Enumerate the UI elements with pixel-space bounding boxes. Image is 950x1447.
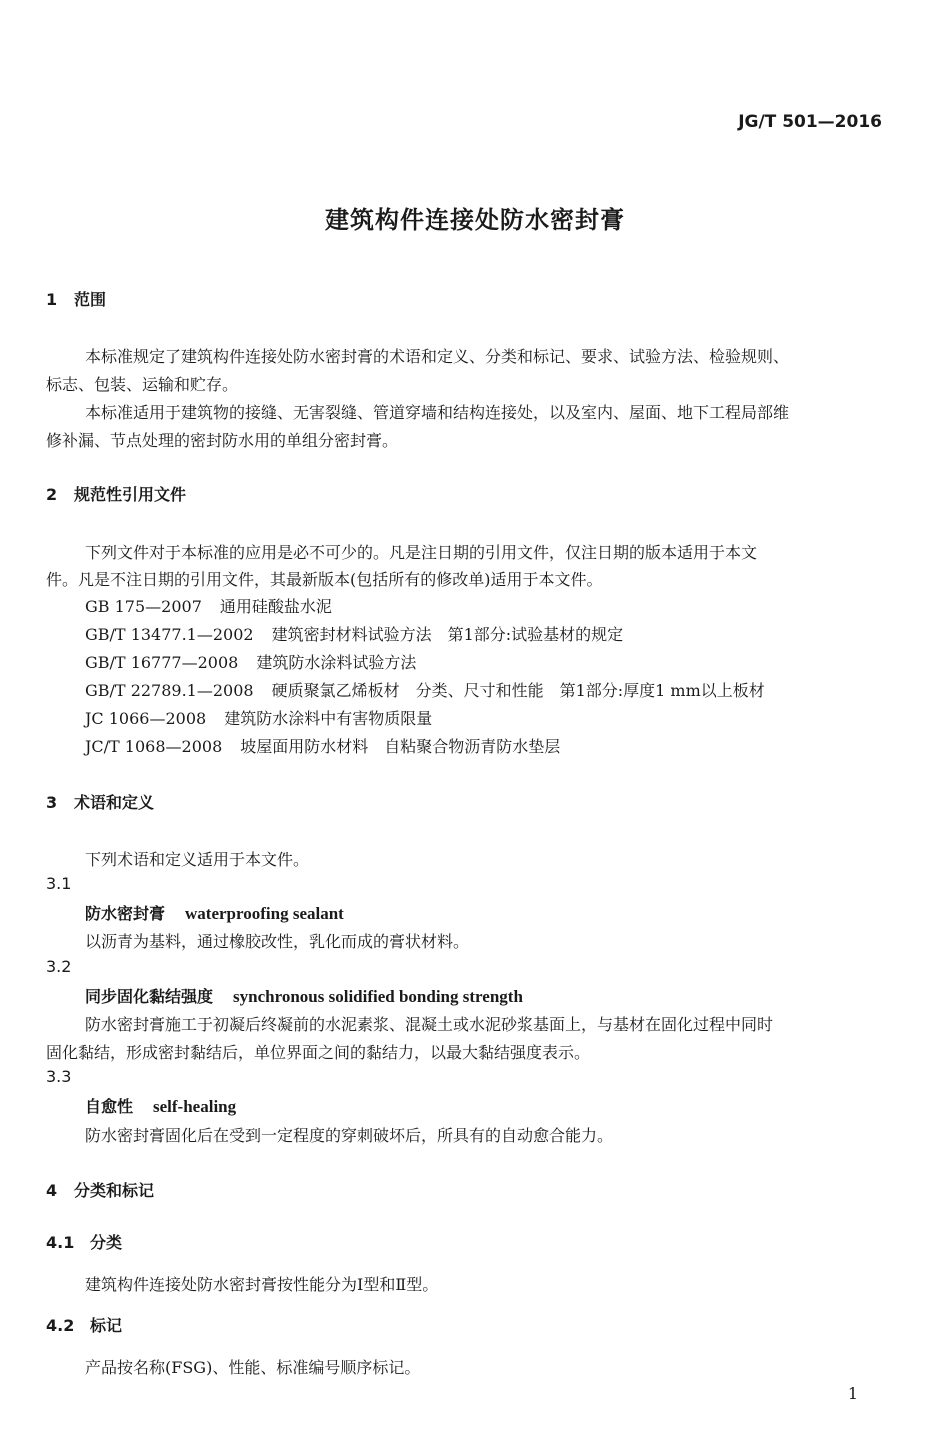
reference-item	[85, 734, 560, 757]
paragraph-line: 本标准适用于建筑物的接缝、无害裂缝、管道穿墙和结构连接处，以及室内、屋面、地下工程局部维	[85, 403, 790, 422]
term-number: 3.3	[46, 1067, 72, 1086]
term-definition: 固化黏结，形成密封黏结后，单位界面之间的黏结力，以最大黏结强度表示。	[46, 1043, 591, 1062]
section-title: 术语和定义	[74, 793, 155, 812]
subsection-title: 分类	[90, 1233, 123, 1252]
section-number: 1	[46, 290, 58, 309]
term-number: 3.1	[46, 874, 72, 893]
section-title: 分类和标记	[74, 1181, 155, 1200]
term-zh: 自愈性	[85, 1097, 134, 1116]
reference-code: JC/T 1068—2008	[85, 737, 223, 756]
reference-code: GB 175—2007	[85, 597, 202, 616]
reference-item	[85, 594, 332, 617]
paragraph-line: 下列文件对于本标准的应用是必不可少的。凡是注日期的引用文件，仅注日期的版本适用于本文	[85, 543, 758, 562]
reference-name: 建筑密封材料试验方法 第1部分:试验基材的规定	[271, 625, 624, 644]
section-title: 规范性引用文件	[74, 485, 187, 504]
reference-code: GB/T 22789.1—2008	[85, 681, 254, 700]
paragraph-line: 件。凡是不注日期的引用文件，其最新版本(包括所有的修改单)适用于本文件。	[46, 570, 603, 589]
reference-code: GB/T 16777—2008	[85, 653, 239, 672]
term-definition: 以沥青为基料，通过橡胶改性，乳化而成的膏状材料。	[85, 932, 470, 951]
term-entry	[85, 1094, 236, 1117]
paragraph-line: 标志、包装、运输和贮存。	[46, 375, 239, 394]
page-number: 1	[847, 1384, 858, 1403]
term-zh: 防水密封膏	[85, 904, 166, 923]
section-3-heading	[46, 790, 154, 813]
reference-code: GB/T 13477.1—2002	[85, 625, 254, 644]
reference-name: 硬质聚氯乙烯板材 分类、尺寸和性能 第1部分:厚度1 mm以上板材	[271, 681, 765, 700]
term-entry	[85, 984, 523, 1007]
document-number: JG/T 501—2016	[738, 112, 882, 132]
document-title: 建筑构件连接处防水密封膏	[325, 206, 625, 234]
term-zh: 同步固化黏结强度	[85, 987, 214, 1006]
subsection-number: 4.2	[46, 1316, 75, 1335]
subsection-4-1-heading	[46, 1230, 122, 1253]
paragraph-line: 建筑构件连接处防水密封膏按性能分为Ⅰ型和Ⅱ型。	[85, 1275, 439, 1294]
subsection-title: 标记	[90, 1316, 123, 1335]
section-1-heading	[46, 287, 106, 310]
reference-item	[85, 622, 623, 645]
reference-item	[85, 650, 416, 673]
term-en: synchronous solidified bonding strength	[233, 987, 523, 1006]
reference-name: 建筑防水涂料试验方法	[256, 653, 417, 672]
reference-name: 建筑防水涂料中有害物质限量	[224, 709, 433, 728]
paragraph-line: 修补漏、节点处理的密封防水用的单组分密封膏。	[46, 431, 399, 450]
term-number: 3.2	[46, 957, 72, 976]
reference-code: JC 1066—2008	[85, 709, 207, 728]
section-number: 4	[46, 1181, 58, 1200]
section-number: 2	[46, 485, 58, 504]
subsection-4-2-heading	[46, 1313, 122, 1336]
section-title: 范围	[74, 290, 107, 309]
term-en: waterproofing sealant	[185, 904, 344, 923]
term-definition: 防水密封膏施工于初凝后终凝前的水泥素浆、混凝土或水泥砂浆基面上，与基材在固化过程中同时	[85, 1015, 774, 1034]
reference-item	[85, 706, 432, 729]
section-4-heading	[46, 1178, 154, 1201]
subsection-number: 4.1	[46, 1233, 75, 1252]
term-en: self-healing	[153, 1097, 237, 1116]
paragraph-line: 下列术语和定义适用于本文件。	[85, 850, 310, 869]
paragraph-line: 产品按名称(FSG)、性能、标准编号顺序标记。	[85, 1358, 421, 1377]
paragraph-line: 本标准规定了建筑构件连接处防水密封膏的术语和定义、分类和标记、要求、试验方法、检验规则、	[85, 347, 790, 366]
term-entry	[85, 901, 344, 924]
reference-item	[85, 678, 765, 701]
section-number: 3	[46, 793, 58, 812]
section-2-heading	[46, 482, 186, 505]
reference-name: 通用硅酸盐水泥	[219, 597, 332, 616]
term-definition: 防水密封膏固化后在受到一定程度的穿刺破坏后，所具有的自动愈合能力。	[85, 1126, 614, 1145]
reference-name: 坡屋面用防水材料 自粘聚合物沥青防水垫层	[240, 737, 561, 756]
